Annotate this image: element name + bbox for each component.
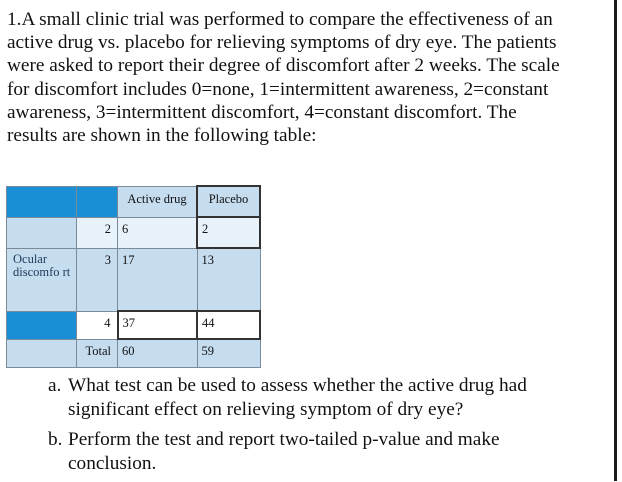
- active-total-cell: 60: [118, 339, 198, 367]
- question-text: 1.A small clinic trial was performed to compare the effectiveness of an active drug vs. placebo for relieving symptoms of dry eye. The patients were asked to report their degree of discomfort after 2 weeks. The scale for discomfort includes 0=none, 1=intermittent awareness, 2=constant awareness, 3=intermittent discomfort, 4=constant discomfort. The results are shown in the following table:: [7, 9, 560, 147]
- list-marker: b.: [48, 429, 63, 450]
- score-cell: 2: [77, 217, 118, 248]
- score-cell: 4: [77, 311, 118, 339]
- sub-question-a: [48, 374, 568, 421]
- placebo-total-cell: 59: [197, 339, 260, 367]
- sub-question-b: [48, 428, 568, 475]
- table-row: [7, 248, 261, 311]
- label-cell: [7, 311, 77, 339]
- total-label-cell: Total: [77, 339, 118, 367]
- right-edge-bar: [614, 0, 617, 481]
- table-header-row: [7, 186, 261, 217]
- sub-question-text: What test can be used to assess whether the active drug had significant effect on relieving symptom of dry eye?: [68, 375, 527, 420]
- ocular-discomfort-label: Ocular discomfo rt: [7, 248, 77, 311]
- list-marker: a.: [48, 375, 62, 396]
- score-cell: 3: [77, 248, 118, 311]
- label-cell: [7, 217, 77, 248]
- corner-cell: [7, 186, 77, 217]
- label-cell: [7, 339, 77, 367]
- active-cell: 17: [118, 248, 198, 311]
- table-total-row: [7, 339, 261, 367]
- sub-questions: [48, 374, 568, 482]
- active-cell: 6: [118, 217, 198, 248]
- table-row: [7, 311, 261, 339]
- table-row: [7, 217, 261, 248]
- corner-cell: [77, 186, 118, 217]
- placebo-cell: 2: [197, 217, 260, 248]
- placebo-cell: 13: [197, 248, 260, 311]
- sub-question-text: Perform the test and report two-tailed p-value and make conclusion.: [68, 429, 500, 474]
- header-placebo: Placebo: [197, 186, 260, 217]
- active-cell: 37: [118, 311, 198, 339]
- header-active-drug: Active drug: [118, 186, 198, 217]
- placebo-cell: 44: [197, 311, 260, 339]
- results-table: [6, 185, 261, 368]
